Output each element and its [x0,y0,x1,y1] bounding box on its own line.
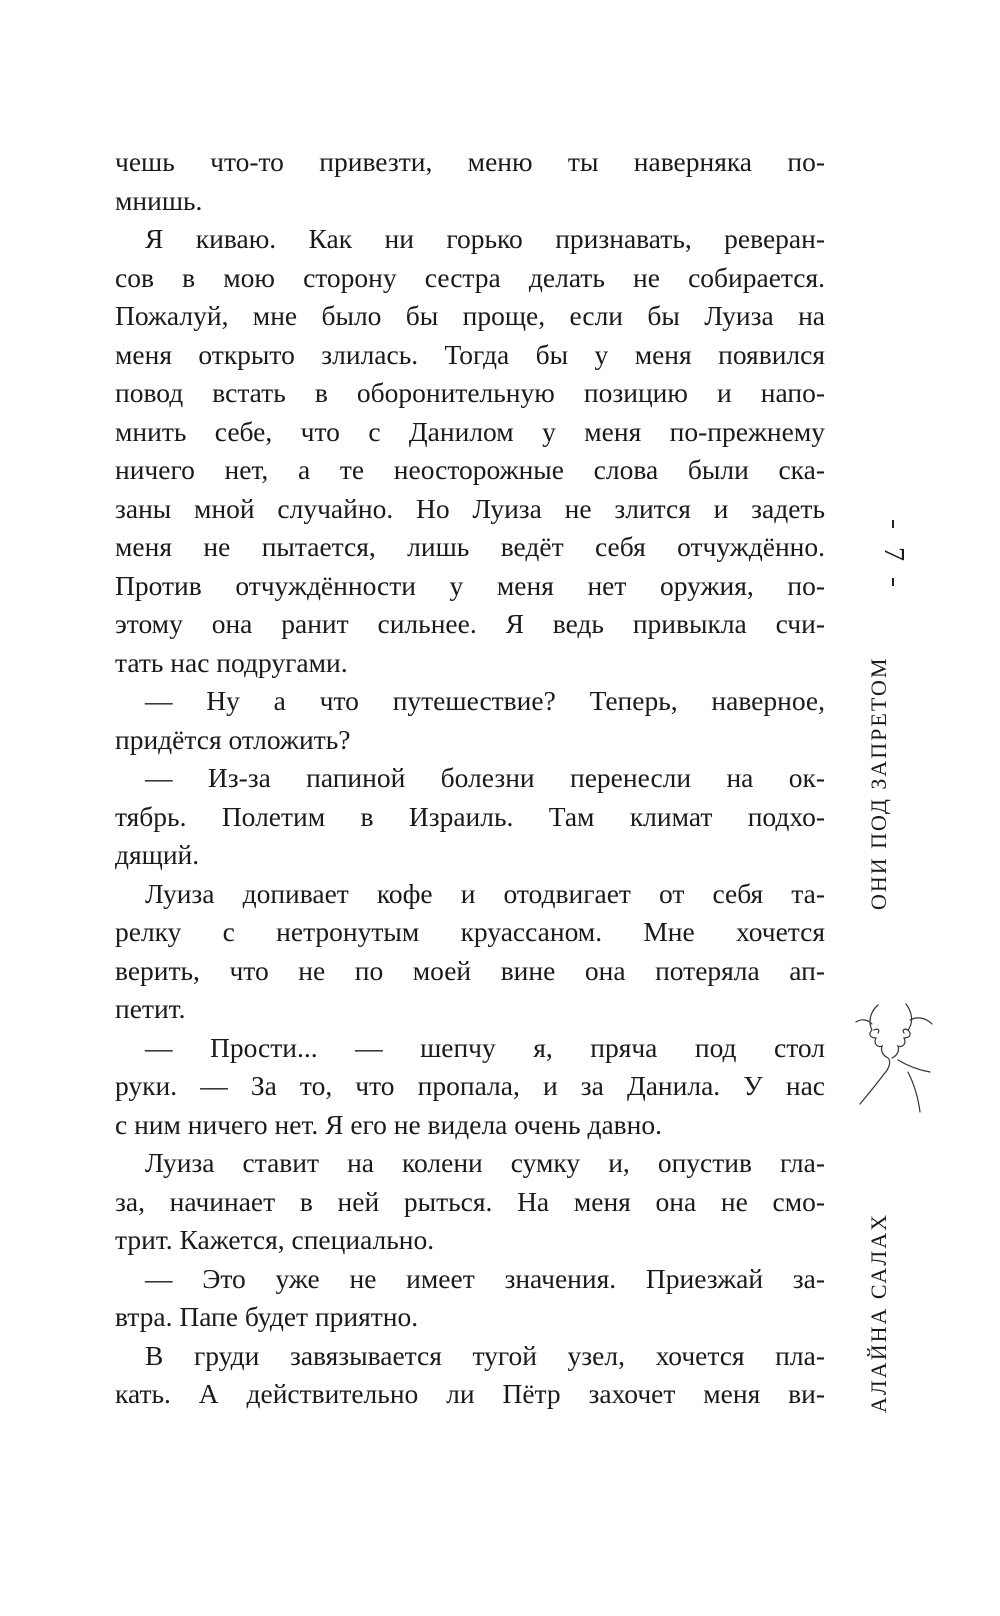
text-line: повод встать в оборонительную позицию и напо- [115,377,825,408]
running-head-book-title: ОНИ ПОД ЗАПРЕТОМ [866,656,891,910]
text-line: — Прости... — шепчу я, пряча под стол [145,1031,825,1063]
text-line: верить, что не по моей вине она потеряла ап- [115,954,825,986]
text-line: трит. Кажется, специально. [115,1224,435,1255]
text-line: Луиза ставит на колени сумку и, опустив гла- [145,1147,825,1178]
text-line: этому она ранит сильнее. Я ведь привыкла счи- [115,608,825,639]
page-number-tick-bottom [892,578,894,586]
text-line: сов в мою сторону сестра делать не собирается. [115,261,825,293]
text-line: кать. А действительно ли Пётр захочет меня ви- [115,1378,825,1409]
text-line: мнить себе, что с Данилом у меня по-прежнему [115,415,825,447]
text-line: — Ну а что путешествие? Теперь, наверное, [145,685,825,716]
text-line: с ним ничего нет. Я его не видела очень давно. [115,1108,662,1140]
text-line: дящий. [115,839,200,870]
text-line: мнишь. [115,184,203,216]
page-number-tick-top [892,520,894,528]
text-line: Против отчуждённости у меня нет оружия, по- [115,569,825,601]
text-line: руки. — За то, что пропала, и за Данила. У нас [115,1070,825,1101]
text-line: Пожалуй, мне было бы проще, если бы Луиза на [115,300,825,331]
text-line: за, начинает в ней рыться. На меня она не смо- [115,1185,825,1217]
text-line: ничего нет, а те неосторожные слова были ска- [115,454,825,485]
text-line: меня открыто злилась. Тогда бы у меня появился [115,338,825,370]
page-number-block [873,520,917,586]
text-line: тябрь. Полетим в Израиль. Там климат подхо- [115,800,825,832]
text-line: — Из-за папиной болезни перенесли на ок- [145,762,825,793]
text-line: тать нас подругами. [115,646,348,678]
text-line: заны мной случайно. Но Луиза не злится и задеть [115,492,825,524]
body-text [115,143,825,1414]
text-line: Я киваю. Как ни горько признавать, реверан- [145,223,825,254]
text-line: релку с нетронутым круассаном. Мне хочется [115,916,825,947]
page-number: 7 [878,547,909,561]
text-line: В груди завязывается тугой узел, хочется пла- [145,1339,825,1371]
kissing-faces-illustration [848,1000,938,1115]
text-line: петит. [115,993,186,1024]
text-line: — Это уже не имеет значения. Приезжай за- [145,1262,825,1294]
text-line: чешь что-то привезти, меню ты наверняка по- [115,146,825,177]
text-line: Луиза допивает кофе и отодвигает от себя та- [145,877,825,909]
text-line: меня не пытается, лишь ведёт себя отчуждённо. [115,531,825,562]
running-head-author: АЛАЙНА САЛАХ [866,1212,891,1413]
text-line: втра. Папе будет приятно. [115,1301,419,1332]
text-line: придётся отложить? [115,723,351,755]
